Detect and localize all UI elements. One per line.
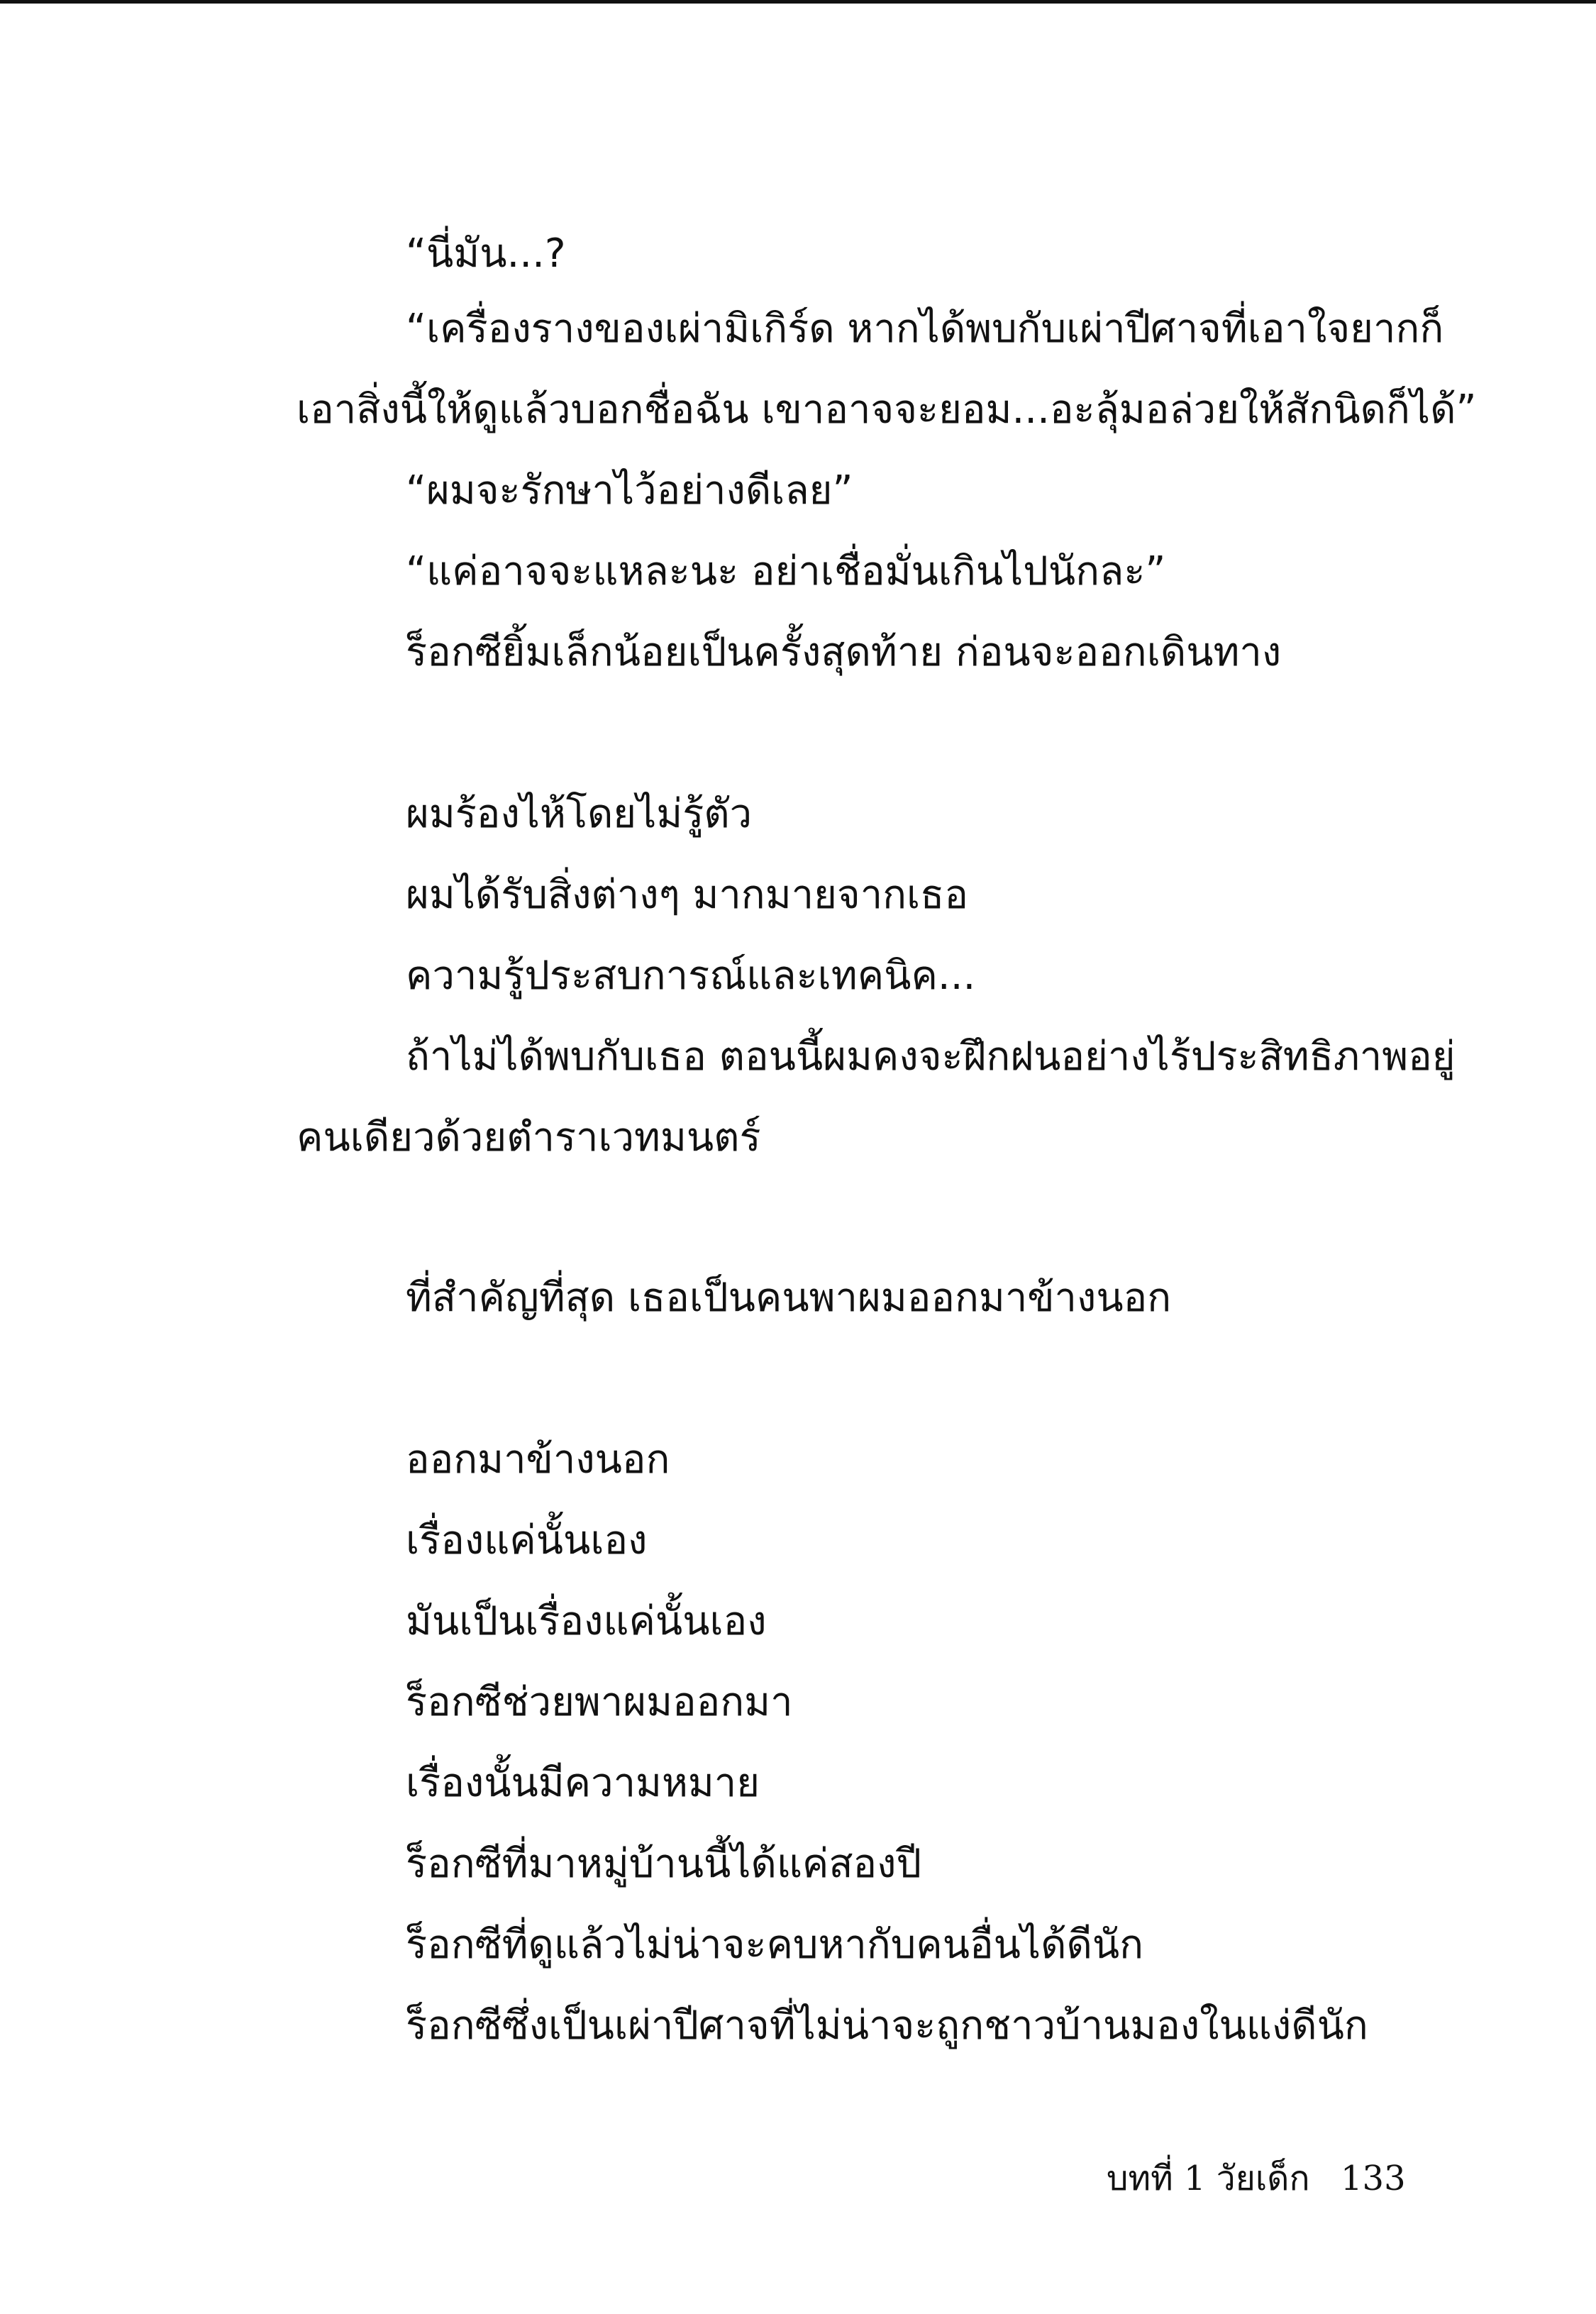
text-line: มันเป็นเรื่องแค่นั้นเอง	[406, 1598, 767, 1644]
text-line: ร็อกซียิ้มเล็กน้อยเป็นครั้งสุดท้าย ก่อนจะออกเดินทาง	[406, 629, 1282, 675]
text-line: “เครื่องรางของเผ่ามิเกิร์ด หากได้พบกับเผ่าปีศาจที่เอาใจยากก็	[406, 306, 1444, 352]
text-line: ร็อกซีช่วยพาผมออกมา	[406, 1679, 793, 1725]
text-line: เอาสิ่งนี้ให้ดูแล้วบอกชื่อฉัน เขาอาจจะยอม...อะลุ้มอล่วยให้สักนิดก็ได้”	[297, 387, 1477, 433]
text-line: คนเดียวด้วยตำราเวทมนตร์	[297, 1114, 761, 1161]
text-line: “นี่มัน...?	[406, 231, 566, 277]
top-border-rule	[0, 0, 1596, 4]
text-line: ร็อกซีที่ดูแล้วไม่น่าจะคบหากับคนอื่นได้ดีนัก	[406, 1922, 1144, 1968]
text-line: ออกมาข้างนอก	[406, 1436, 670, 1483]
text-line: ถ้าไม่ได้พบกับเธอ ตอนนี้ผมคงจะฝึกฝนอย่างไร้ประสิทธิภาพอยู่	[406, 1034, 1456, 1080]
text-line: ร็อกซีที่มาหมู่บ้านนี้ได้แค่สองปี	[406, 1841, 922, 1887]
page-number: 133	[1341, 2159, 1406, 2198]
text-line: ผมได้รับสิ่งต่างๆ มากมายจากเธอ	[406, 872, 968, 918]
text-line: “แค่อาจจะแหละนะ อย่าเชื่อมั่นเกินไปนักละ”	[406, 548, 1166, 594]
text-line: ผมร้องไห้โดยไม่รู้ตัว	[406, 791, 753, 837]
running-footer-chapter: บทที่ 1 วัยเด็ก	[1107, 2159, 1310, 2198]
text-line: ความรู้ประสบการณ์และเทคนิค...	[406, 953, 976, 999]
text-line: เรื่องนั้นมีความหมาย	[406, 1760, 760, 1806]
text-line: “ผมจะรักษาไว้อย่างดีเลย”	[406, 467, 853, 514]
text-line: ที่สำคัญที่สุด เธอเป็นคนพาผมออกมาข้างนอก	[406, 1275, 1172, 1321]
text-line: เรื่องแค่นั้นเอง	[406, 1517, 648, 1563]
text-line: ร็อกซีซึ่งเป็นเผ่าปีศาจที่ไม่น่าจะถูกชาวบ้านมองในแง่ดีนัก	[406, 2003, 1368, 2049]
